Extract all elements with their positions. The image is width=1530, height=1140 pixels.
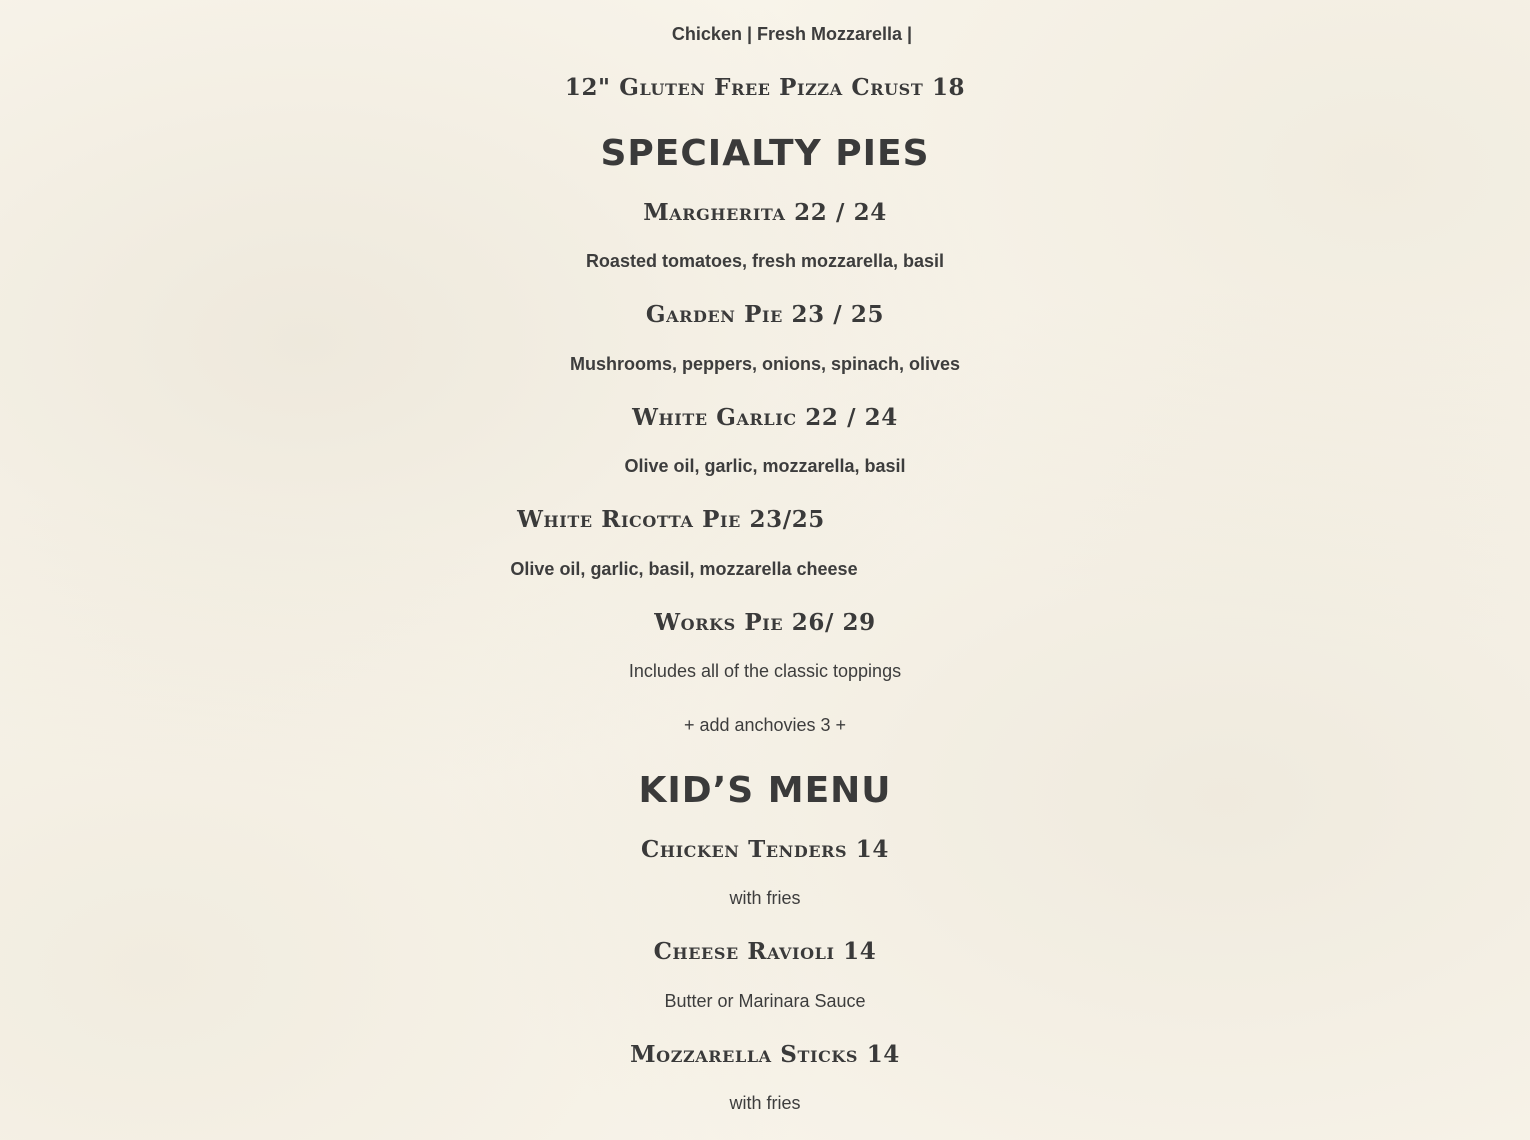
cheese-ravioli-description: Butter or Marinara Sauce (664, 991, 866, 1011)
mozzarella-sticks-description: with fries (729, 1093, 801, 1113)
garden-pie-item: Garden Pie 23 / 25 (645, 301, 885, 328)
white-garlic-description: Olive oil, garlic, mozzarella, basil (624, 456, 906, 476)
white-ricotta-pie-description: Olive oil, garlic, basil, mozzarella cheese (510, 559, 858, 579)
white-garlic-item: White Garlic 22 / 24 (632, 404, 898, 431)
gluten-free-crust-item: 12" Gluten Free Pizza Crust 18 (564, 74, 966, 101)
chicken-tenders-item: Chicken Tenders 14 (640, 836, 890, 863)
toppings-line: Chicken | Fresh Mozzarella | (671, 24, 913, 44)
margherita-description: Roasted tomatoes, fresh mozzarella, basil (585, 251, 945, 271)
cheese-ravioli-item: Cheese Ravioli 14 (653, 938, 877, 965)
anchovies-addon: + add anchovies 3 + (683, 715, 847, 735)
works-pie-item: Works Pie 26/ 29 (654, 609, 876, 636)
margherita-item: Margherita 22 / 24 (643, 199, 887, 226)
mozzarella-sticks-item: Mozzarella Sticks 14 (630, 1041, 900, 1068)
kids-menu-heading: KID’S MENU (638, 770, 892, 811)
specialty-pies-heading: SPECIALTY PIES (600, 133, 930, 174)
garden-pie-description: Mushrooms, peppers, onions, spinach, olives (569, 354, 961, 374)
works-pie-description: Includes all of the classic toppings (628, 661, 902, 681)
white-ricotta-pie-item: White Ricotta Pie 23/25 (517, 506, 825, 533)
chicken-tenders-description: with fries (729, 888, 801, 908)
